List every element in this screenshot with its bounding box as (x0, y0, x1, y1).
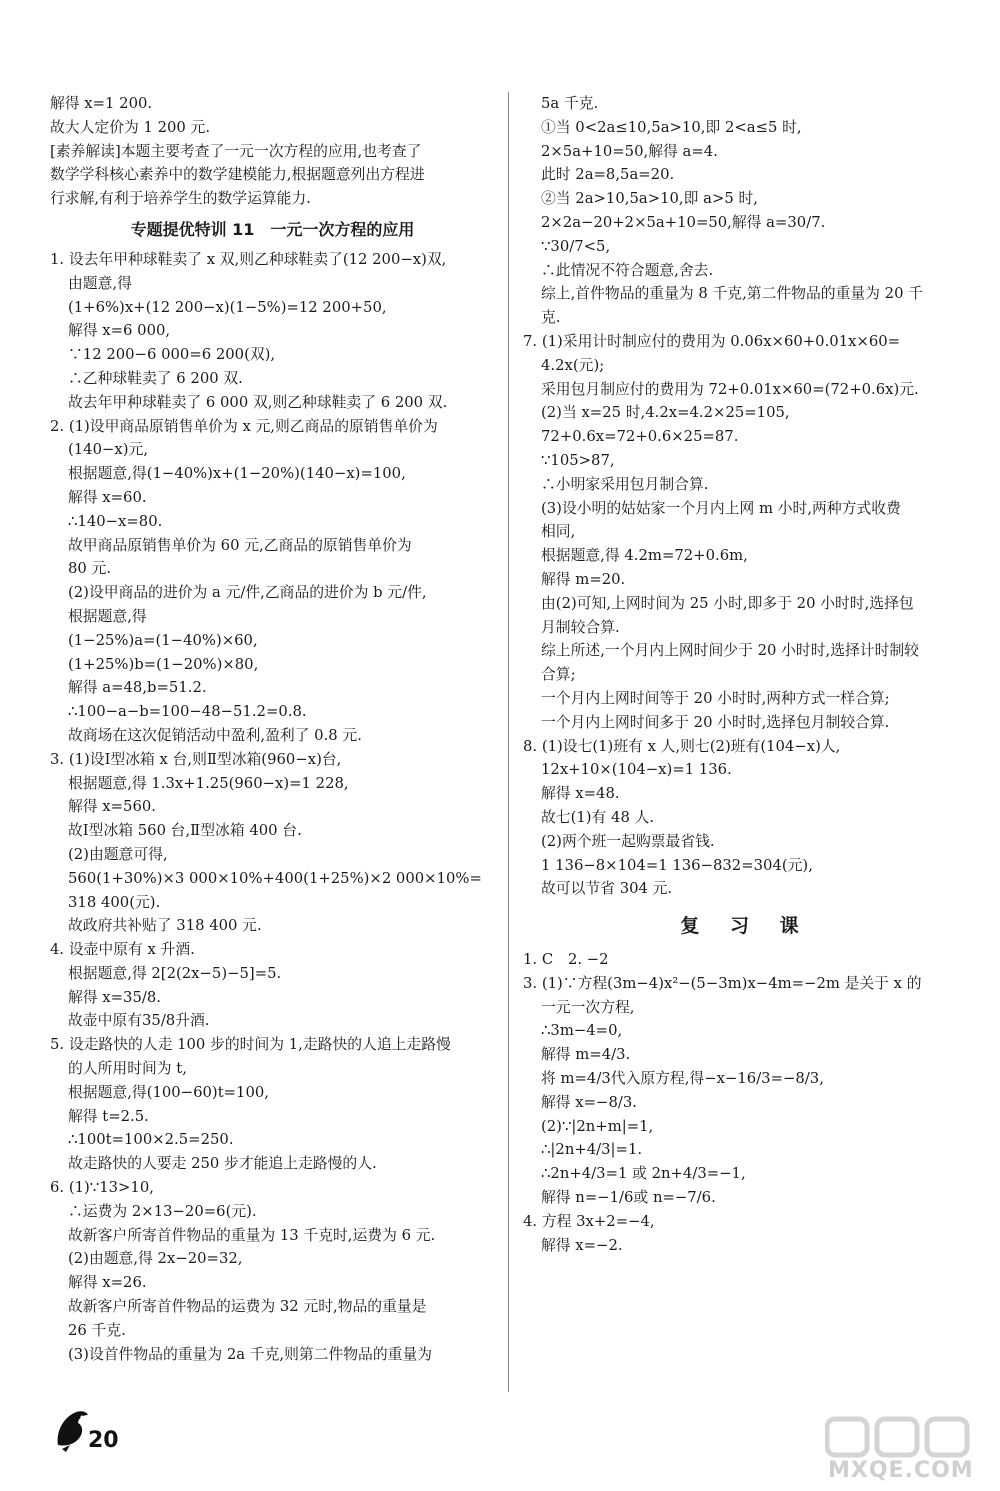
text-line: ∴3m−4=0, (541, 1022, 623, 1040)
text-line: 解得 x=560. (68, 798, 156, 816)
review-item-4 (523, 1210, 968, 1258)
text-line: 采用包月制应付的费用为 72+0.01x×60=(72+0.6x)元. (541, 380, 919, 398)
review-item-1-2 (523, 948, 968, 972)
text-line: 解得 a=48,b=51.2. (68, 679, 207, 697)
text-line: ∴100t=100×2.5=250. (68, 1131, 234, 1149)
answer-item-2 (50, 415, 495, 748)
text-line: 故七(1)有 48 人. (541, 808, 655, 826)
text-line: 综上所述,一个月内上网时间少于 20 小时时,选择计时制较 (541, 642, 919, 660)
text-line: 560(1+30%)×3 000×10%+400(1+25%)×2 000×10%= (68, 869, 482, 887)
text-line: 一个月内上网时间多于 20 小时时,选择包月制较合算. (541, 713, 890, 731)
text-line: (3)设小明的姑姑家一个月内上网 m 小时,两种方式收费 (541, 499, 901, 517)
text-line: ∵12 200−6 000=6 200(双), (68, 346, 276, 364)
text-line: ①当 0<2a≤10,5a>10,即 2<a≤5 时, (541, 118, 802, 136)
text-line: (2)由题意可得, (68, 845, 168, 863)
text-line: 故去年甲种球鞋卖了 6 000 双,则乙种球鞋卖了 6 200 双. (68, 393, 448, 411)
text-line: 的人所用时间为 t, (68, 1060, 187, 1078)
text-line: ∴小明家采用包月制合算. (541, 475, 709, 493)
answer-item-1 (50, 248, 495, 415)
text-line: 相同, (541, 523, 576, 541)
text-line: 4.2x(元); (541, 356, 605, 374)
text-line: 故Ⅰ型冰箱 560 台,Ⅱ型冰箱 400 台. (68, 822, 302, 840)
page-number: 20 (88, 1428, 119, 1453)
answer-item-6-continued (523, 92, 968, 330)
right-column (523, 92, 968, 1257)
text-line: (1+25%)b=(1−20%)×80, (68, 655, 259, 673)
text-line: 月制较合算. (541, 618, 620, 636)
text-line: 解得 x=1 200. (50, 95, 153, 112)
text-line: (1−25%)a=(1−40%)×60, (68, 631, 258, 649)
review-section-title: 复 习 课 (680, 915, 811, 938)
text-line: 克. (541, 309, 561, 327)
text-line: ∴乙种球鞋卖了 6 200 双. (68, 369, 243, 387)
text-line: 故新客户所寄首件物品的运费为 32 元时,物品的重量是 (68, 1298, 427, 1316)
text-line: 4. 方程 3x+2=−4, (523, 1212, 655, 1230)
column-divider (508, 92, 509, 1392)
text-line: 解得 x=60. (68, 488, 147, 506)
answer-item-8 (523, 735, 968, 902)
text-line: 1 136−8×104=1 136−832=304(元), (541, 856, 813, 874)
text-line: 根据题意,得(100−60)t=100, (68, 1083, 269, 1101)
text-line: 此时 2a=8,5a=20. (541, 166, 675, 184)
text-line: 2×2a−20+2×5a+10=50,解得 a=30/7. (541, 213, 826, 231)
text-line: ∴2n+4/3=1 或 2n+4/3=−1, (541, 1165, 746, 1183)
text-line: 故新客户所寄首件物品的重量为 13 千克时,运费为 6 元. (68, 1226, 436, 1244)
text-line: 5a 千克. (541, 95, 599, 112)
text-line: (2)由题意,得 2x−20=32, (68, 1250, 243, 1268)
text-line: 解得 t=2.5. (68, 1107, 149, 1125)
text-line: 8. (1)设七(1)班有 x 人,则七(2)班有(104−x)人, (523, 737, 841, 755)
text-line: 综上,首件物品的重量为 8 千克,第二件物品的重量为 20 千 (541, 285, 923, 303)
text-line: 1. 设去年甲种球鞋卖了 x 双,则乙种球鞋卖了(12 200−x)双, (50, 250, 447, 268)
text-line: (140−x)元, (68, 441, 149, 459)
text-line: 故甲商品原销售单价为 60 元,乙商品的原销售单价为 (68, 536, 412, 554)
text-line: [素养解读]本题主要考查了一元一次方程的应用,也考查了 (50, 142, 422, 160)
text-line: 7. (1)采用计时制应付的费用为 0.06x×60+0.01x×60= (523, 332, 901, 350)
answer-item-5 (50, 1033, 495, 1176)
text-line: 根据题意,得 4.2m=72+0.6m, (541, 547, 748, 565)
text-line: 解得 x=−8/3. (541, 1093, 637, 1111)
text-line: 解得 m=4/3. (541, 1046, 631, 1064)
text-line: 故壶中原有35/8升酒. (68, 1012, 210, 1030)
text-line: ∴运费为 2×13−20=6(元). (68, 1202, 257, 1220)
text-line: 故政府共补贴了 318 400 元. (68, 917, 262, 935)
text-line: 解得 x=35/8. (68, 988, 161, 1006)
section-title: 专题提优特训 11 一元一次方程的应用 (130, 219, 415, 239)
text-line: (2)设甲商品的进价为 a 元/件,乙商品的进价为 b 元/件, (68, 584, 427, 602)
answer-item-7 (523, 330, 968, 735)
text-line: 解得 x=6 000, (68, 322, 171, 340)
text-line: ∴|2n+4/3|=1. (541, 1141, 643, 1159)
text-line: 解得 x=48. (541, 785, 620, 803)
review-item-3 (523, 972, 968, 1210)
text-line: 1. C 2. −2 (523, 951, 609, 969)
text-line: 3. (1)∵方程(3m−4)x²−(5−3m)x−4m=−2m 是关于 x 的 (523, 974, 922, 992)
text-line: 根据题意,得 1.3x+1.25(960−x)=1 228, (68, 774, 349, 792)
text-line: 数学学科核心素养中的数学建模能力,根据题意列出方程进 (50, 166, 425, 184)
text-line: 2×5a+10=50,解得 a=4. (541, 142, 718, 160)
text-line: 故可以节省 304 元. (541, 880, 673, 898)
text-line: 80 元. (68, 560, 112, 578)
answer-item-3 (50, 748, 495, 938)
text-line: ∵105>87, (541, 451, 615, 469)
text-line: 解得 x=26. (68, 1274, 147, 1292)
text-line: (3)设首件物品的重量为 2a 千克,则第二件物品的重量为 (68, 1345, 433, 1363)
text-line: ∴140−x=80. (68, 512, 163, 530)
text-line: 3. (1)设Ⅰ型冰箱 x 台,则Ⅱ型冰箱(960−x)台, (50, 750, 342, 768)
text-line: 由(2)可知,上网时间为 25 小时,即多于 20 小时时,选择包 (541, 594, 914, 612)
watermark-text: MXQE.COM (828, 1458, 974, 1483)
text-line: 5. 设走路快的人走 100 步的时间为 1,走路快的人追上走路慢 (50, 1036, 451, 1054)
text-line: 故大人定价为 1 200 元. (50, 118, 211, 136)
text-line: 一元一次方程, (541, 998, 635, 1016)
text-line: 一个月内上网时间等于 20 小时时,两种方式一样合算; (541, 689, 890, 707)
text-line: 2. (1)设甲商品原销售单价为 x 元,则乙商品的原销售单价为 (50, 417, 438, 435)
text-line: 合算; (541, 666, 576, 684)
text-line: ∴100−a−b=100−48−51.2=0.8. (68, 703, 307, 721)
text-line: (2)当 x=25 时,4.2x=4.2×25=105, (541, 404, 790, 422)
text-line: 318 400(元). (68, 893, 161, 911)
dolphin-logo-icon (52, 1405, 92, 1453)
text-line: (2)∵|2n+m|=1, (541, 1117, 654, 1135)
text-line: 72+0.6x=72+0.6×25=87. (541, 428, 739, 446)
text-line: ∴此情况不符合题意,舍去. (541, 261, 714, 279)
text-line: 由题意,得 (68, 274, 132, 292)
text-line: 12x+10×(104−x)=1 136. (541, 761, 732, 779)
text-line: (1+6%)x+(12 200−x)(1−5%)=12 200+50, (68, 298, 387, 316)
text-line: 根据题意,得 (68, 607, 147, 625)
text-line: (2)两个班一起购票最省钱. (541, 832, 715, 850)
text-line: 4. 设壶中原有 x 升酒. (50, 941, 195, 959)
text-line: 解得 m=20. (541, 570, 626, 588)
intro-block (50, 92, 495, 211)
text-line: 解得 x=−2. (541, 1236, 623, 1254)
left-column (50, 92, 495, 1366)
text-line: 根据题意,得 2[2(2x−5)−5]=5. (68, 964, 282, 982)
watermark-logo-icon (825, 1415, 975, 1459)
text-line: 将 m=4/3代入原方程,得−x−16/3=−8/3, (541, 1070, 824, 1088)
text-line: 故走路快的人要走 250 步才能追上走路慢的人. (68, 1155, 377, 1173)
text-line: 根据题意,得(1−40%)x+(1−20%)(140−x)=100, (68, 465, 406, 483)
answer-item-6 (50, 1176, 495, 1366)
answer-item-4 (50, 938, 495, 1033)
text-line: 6. (1)∵13>10, (50, 1179, 154, 1197)
text-line: ②当 2a>10,5a>10,即 a>5 时, (541, 190, 758, 208)
text-line: 26 千克. (68, 1321, 126, 1339)
text-line: ∵30/7<5, (541, 237, 611, 255)
text-line: 故商场在这次促销活动中盈利,盈利了 0.8 元. (68, 726, 362, 744)
text-line: 解得 n=−1/6或 n=−7/6. (541, 1189, 716, 1207)
text-line: 行求解,有利于培养学生的数学运算能力. (50, 190, 311, 208)
